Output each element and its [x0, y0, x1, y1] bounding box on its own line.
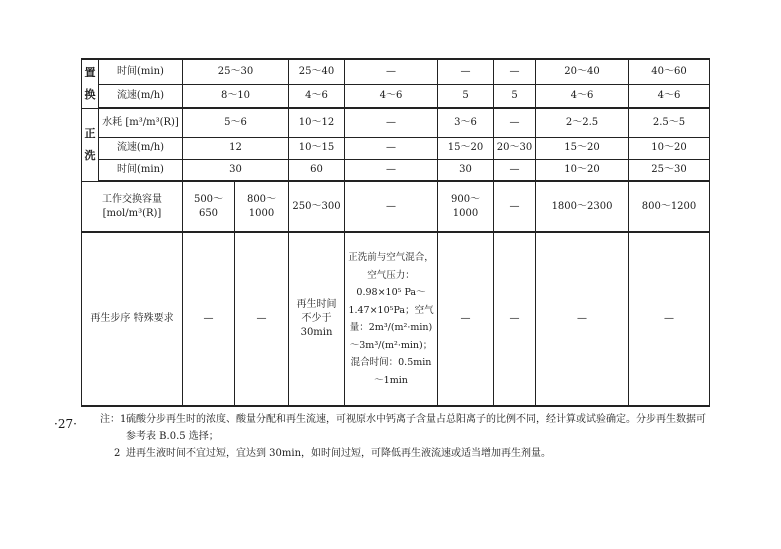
row-label: 再生步序 特殊要求 [82, 232, 183, 406]
table-cell: 4～6 [536, 84, 629, 108]
table-cell: 15～20 [438, 137, 494, 159]
table-cell: 250～300 [289, 181, 345, 232]
note-1 [100, 411, 710, 445]
table-row [82, 137, 710, 159]
table-cell: — [494, 159, 536, 181]
table-cell: 15～20 [536, 137, 629, 159]
table-cell: — [438, 232, 494, 406]
table-cell: 5～6 [183, 108, 289, 137]
group-label-rinse: 正洗 [82, 108, 99, 181]
table-cell: 25～30 [629, 159, 710, 181]
table-cell: — [494, 108, 536, 137]
table-row [82, 84, 710, 108]
note-prefix: 注： [100, 414, 120, 425]
row-label: 流速(m/h) [99, 84, 183, 108]
air-mixing-requirement: 正洗前与空气混合，空气压力：0.98×10⁵ Pa～1.47×10⁵Pa；空气量：2m³/(m²·min)～3m³/(m²·min)；混合时间：0.5min～1min [345, 232, 438, 406]
regeneration-parameters-table [81, 58, 710, 407]
table-cell: — [494, 181, 536, 232]
table-cell: 25～40 [289, 59, 345, 84]
table-cell: 2～2.5 [536, 108, 629, 137]
table-cell: 4～6 [289, 84, 345, 108]
row-label: 时间(min) [99, 59, 183, 84]
table-cell: 10～20 [629, 137, 710, 159]
table-cell: — [536, 232, 629, 406]
table-cell: 25～30 [183, 59, 289, 84]
table-cell: 1800～2300 [536, 181, 629, 232]
table-cell: 4～6 [629, 84, 710, 108]
table-row [82, 108, 710, 137]
table-cell: 12 [183, 137, 289, 159]
table-cell: — [345, 137, 438, 159]
table-cell: 30 [438, 159, 494, 181]
group-label-replace: 置换 [82, 59, 99, 108]
note-number: 2 [114, 448, 121, 459]
table-cell: — [345, 108, 438, 137]
table-cell: 500～650 [183, 181, 235, 232]
table-cell: 再生时间 不少于 30min [289, 232, 345, 406]
table-cell: 10～15 [289, 137, 345, 159]
table-cell: 40～60 [629, 59, 710, 84]
table-cell: 5 [494, 84, 536, 108]
table-cell: 20～40 [536, 59, 629, 84]
note-number: 1 [120, 414, 127, 425]
table-cell: 3～6 [438, 108, 494, 137]
table-cell: 10～12 [289, 108, 345, 137]
row-label: 流速(m/h) [99, 137, 183, 159]
table-row [82, 59, 710, 84]
table-cell: 30 [183, 159, 289, 181]
table-row [82, 181, 710, 232]
table-cell: 900～1000 [438, 181, 494, 232]
table-cell: — [345, 59, 438, 84]
page-number: ·27· [54, 417, 77, 431]
row-label: 工作交换容量 [mol/m³(R)] [82, 181, 183, 232]
table-cell: — [345, 159, 438, 181]
table-cell: 4～6 [345, 84, 438, 108]
table-cell: 60 [289, 159, 345, 181]
table-cell: 8～10 [183, 84, 289, 108]
table-cell: — [438, 59, 494, 84]
row-label: 水耗 [m³/m³(R)] [99, 108, 183, 137]
table-cell: — [183, 232, 235, 406]
table-cell: 10～20 [536, 159, 629, 181]
table-cell: — [235, 232, 289, 406]
table-cell: — [494, 59, 536, 84]
table-cell: 2.5～5 [629, 108, 710, 137]
table-notes [100, 411, 710, 462]
table-cell: — [494, 232, 536, 406]
table-row [82, 232, 710, 406]
table-cell: 5 [438, 84, 494, 108]
table-cell: — [629, 232, 710, 406]
table-row [82, 159, 710, 181]
row-label: 时间(min) [99, 159, 183, 181]
note-text: 硫酸分步再生时的浓度、酸量分配和再生流速，可视原水中钙离子含量占总阳离子的比例不同，经计算或试验确定。分步再生数据可参考表 B.0.5 选择； [126, 414, 706, 442]
table-cell: — [345, 181, 438, 232]
note-2 [100, 445, 710, 462]
table-cell: 800～1000 [235, 181, 289, 232]
table-cell: 800～1200 [629, 181, 710, 232]
note-text: 进再生液时间不宜过短，宜达到 30min，如时间过短，可降低再生液流速或适当增加再生剂量。 [126, 448, 552, 459]
table-cell: 20～30 [494, 137, 536, 159]
